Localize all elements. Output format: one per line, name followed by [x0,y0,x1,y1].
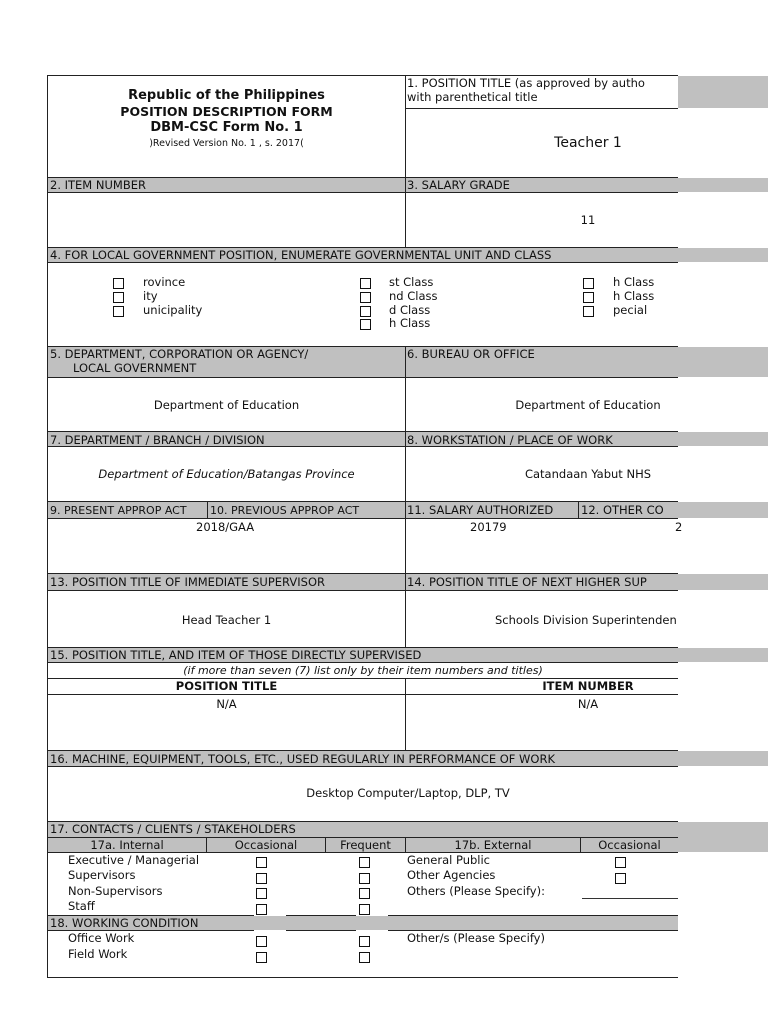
divider [47,766,678,767]
divider [286,915,356,916]
divider [47,662,678,663]
header-form-number: DBM-CSC Form No. 1 [150,120,303,135]
local-gov-label: 4. FOR LOCAL GOVERNMENT POSITION, ENUMERATE GOVERNMENTAL UNIT AND CLASS [50,248,552,262]
contacts-label: 17. CONTACTS / CLIENTS / STAKEHOLDERS [50,822,296,836]
right-gray-tab [678,347,768,377]
option-city: ity [143,289,158,303]
checkbox-supervisors-frequent[interactable] [359,873,370,884]
salary-grade-label: 3. SALARY GRADE [407,178,510,192]
option-4th-class: h Class [389,316,431,330]
divider [405,346,406,432]
condition-others-specify: Other/s (Please Specify) [407,931,545,945]
divider [405,177,406,248]
divider [578,501,579,518]
divider [47,262,678,263]
option-6th-class: h Class [613,289,655,303]
divider [47,694,678,695]
right-gray-tab [678,751,768,766]
right-gray-tab [678,76,768,108]
other-comp-value: 2 [675,520,683,534]
checkbox-general-public-occasional[interactable] [615,857,626,868]
checkbox-6th-class[interactable] [583,292,594,303]
divider [405,431,406,502]
checkbox-4th-class[interactable] [360,319,371,330]
machine-equipment-label: 16. MACHINE, EQUIPMENT, TOOLS, ETC., USED REGULARLY IN PERFORMANCE OF WORK [50,752,556,766]
present-approp-label: 9. PRESENT APPROP ACT [50,504,187,517]
contact-general-public: General Public [407,853,491,867]
branch-label: 7. DEPARTMENT / BRANCH / DIVISION [50,433,265,447]
department-label: 5. DEPARTMENT, CORPORATION OR AGENCY/ [50,347,309,361]
condition-field-work: Field Work [68,947,128,961]
divider [47,573,678,574]
option-province: rovince [143,275,186,289]
checkbox-field-occasional[interactable] [256,952,267,963]
option-municipality: unicipality [143,303,203,317]
other-comp-label: 12. OTHER CO [581,503,664,517]
divider [286,930,356,931]
department-label-2: LOCAL GOVERNMENT [73,361,197,375]
right-gray-tab [678,432,768,446]
right-gray-tab [678,248,768,262]
previous-approp-label: 10. PREVIOUS APPROP ACT [210,504,360,517]
immediate-supervisor-value: Head Teacher 1 [181,613,272,627]
divider [207,501,208,518]
divider [405,501,406,574]
right-gray-tab [678,502,768,518]
working-condition-label: 18. WORKING CONDITION [50,916,199,930]
checkbox-special[interactable] [583,306,594,317]
salary-grade-value: 11 [580,213,596,227]
occasional-ext-header: Occasional [598,838,661,852]
checkbox-office-frequent[interactable] [359,936,370,947]
divider [47,431,678,432]
col-position-title: POSITION TITLE [175,679,278,693]
bureau-value: Department of Education [515,398,661,412]
occasional-header: Occasional [234,838,298,852]
divider [405,573,406,648]
divider [47,377,678,378]
checkbox-executive-frequent[interactable] [359,857,370,868]
branch-value: Department of Education/Batangas Province [98,467,355,481]
checkbox-province[interactable] [113,278,124,289]
directly-supervised-label: 15. POSITION TITLE, AND ITEM OF THOSE DIRECTLY SUPERVISED [50,648,422,662]
checkbox-staff-occasional[interactable] [256,904,267,915]
option-3rd-class: d Class [389,303,431,317]
divider [405,75,406,178]
divider [388,915,678,916]
right-gray-tab [678,574,768,590]
option-5th-class: h Class [613,275,655,289]
position-title-label-2: with parenthetical title [407,90,538,104]
checkbox-supervisors-occasional[interactable] [256,873,267,884]
external-header: 17b. External [454,838,532,852]
bureau-label: 6. BUREAU OR OFFICE [407,347,535,361]
internal-header: 17a. Internal [90,838,164,852]
checkbox-3rd-class[interactable] [360,306,371,317]
contact-supervisors: Supervisors [68,868,136,882]
others-specify-line[interactable] [582,898,678,899]
salary-authorized-value: 20179 [470,520,507,534]
option-1st-class: st Class [389,275,434,289]
contact-others-specify: Others (Please Specify): [407,884,545,898]
checkbox-municipality[interactable] [113,306,124,317]
checkbox-1st-class[interactable] [360,278,371,289]
contact-non-supervisors: Non-Supervisors [68,884,163,898]
header-republic: Republic of the Philippines [128,88,325,103]
checkbox-5th-class[interactable] [583,278,594,289]
department-value: Department of Education [153,398,300,412]
checkbox-executive-occasional[interactable] [256,857,267,868]
supervised-title-value: N/A [216,697,237,711]
checkbox-other-agencies-occasional[interactable] [615,873,626,884]
next-higher-supervisor-value: Schools Division Superintenden [495,613,677,627]
contact-executive: Executive / Managerial [68,853,200,867]
checkbox-2nd-class[interactable] [360,292,371,303]
contact-staff: Staff [68,899,95,913]
next-higher-supervisor-label: 14. POSITION TITLE OF NEXT HIGHER SUP [407,575,647,589]
divider [47,518,678,519]
position-title-label: 1. POSITION TITLE (as approved by autho [407,76,645,90]
frame-bottom [47,977,678,978]
divider [405,108,678,109]
divider [47,590,678,591]
option-special: pecial [613,303,648,317]
checkbox-staff-frequent[interactable] [359,904,370,915]
right-gray-tab [678,822,768,852]
present-approp-value: 2018/GAA [196,520,255,534]
salary-authorized-label: 11. SALARY AUTHORIZED [407,503,554,517]
divider [47,750,678,751]
divider [47,192,678,193]
item-number-label: 2. ITEM NUMBER [50,178,146,192]
col-item-number: ITEM NUMBER [542,679,634,693]
workstation-label: 8. WORKSTATION / PLACE OF WORK [407,433,613,447]
machine-equipment-value: Desktop Computer/Laptop, DLP, TV [306,786,510,800]
checkbox-nonsupervisors-occasional[interactable] [256,888,267,899]
right-gray-tab [678,648,768,662]
checkbox-nonsupervisors-frequent[interactable] [359,888,370,899]
option-2nd-class: nd Class [389,289,438,303]
position-title-value: Teacher 1 [554,135,622,151]
right-gray-tab [678,178,768,192]
checkbox-office-occasional[interactable] [256,936,267,947]
condition-office-work: Office Work [68,931,135,945]
supervised-item-value: N/A [577,697,599,711]
workstation-value: Catandaan Yabut NHS [524,467,652,481]
header-revision: )Revised Version No. 1 , s. 2017( [149,138,304,149]
contact-other-agencies: Other Agencies [407,868,496,882]
divider [47,501,678,502]
divider [405,678,406,751]
directly-supervised-note: (if more than seven (7) list only by their item numbers and titles) [183,664,543,677]
header-form-name: POSITION DESCRIPTION FORM [120,104,333,119]
frequent-header: Frequent [340,838,391,852]
checkbox-field-frequent[interactable] [359,952,370,963]
checkbox-city[interactable] [113,292,124,303]
immediate-supervisor-label: 13. POSITION TITLE OF IMMEDIATE SUPERVISOR [50,575,325,589]
